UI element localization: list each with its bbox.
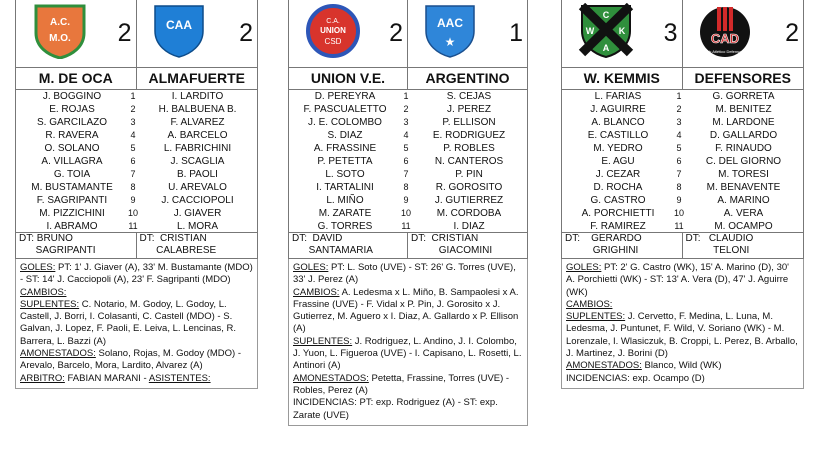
match-card-kemmis-defensores — [561, 0, 804, 389]
shirt-number: 7 — [130, 169, 136, 179]
lineups — [288, 90, 528, 233]
shirt-number: 10 — [401, 208, 411, 218]
player: B. PAOLI — [177, 169, 218, 180]
shirt-number: 3 — [130, 117, 136, 127]
substitutes-line: SUPLENTES: J. Cervetto, F. Medina, L. Luna, M. Ledesma, J. Puntunet, F. Wild, V. Soriano (WK) - M. Lorenzale, I. Wlasiczuk, B. Croppi, L. Perez, B. Arballo, J. Martinez, J. Borini (D) — [566, 311, 798, 360]
match-card-union-argentino — [288, 0, 528, 426]
player: L. FARIAS — [594, 91, 642, 102]
player: M. BENITEZ — [715, 104, 772, 115]
player: L. MORA — [176, 221, 219, 232]
crest-mdeoca-icon — [30, 3, 90, 59]
team-names — [288, 68, 528, 90]
player: M. BUSTAMANTE — [31, 182, 113, 193]
home-team-header — [562, 0, 683, 67]
shirt-number: 1 — [403, 91, 409, 101]
player: J. CEZAR — [595, 169, 641, 180]
shirt-number: 4 — [403, 130, 409, 140]
crest-union-icon — [303, 3, 363, 59]
svg-text:C.A.: C.A. — [326, 18, 340, 25]
player: G. CASTRO — [590, 195, 646, 206]
substitutes-line: SUPLENTES: J. Rodriguez, L. Andino, J. I. Colombo, J. Yuon, L. Figueroa (UVE) - I. Capisano, L. Rosetti, L. Antinori (A) — [293, 335, 522, 372]
player: M. ZARATE — [318, 208, 372, 219]
shirt-number: 9 — [676, 195, 682, 205]
player: J. PEREZ — [447, 104, 491, 115]
player: A. BLANCO — [591, 117, 645, 128]
match-header — [15, 0, 258, 68]
player: J. SCAGLIA — [170, 156, 225, 167]
away-coach: DT: CLAUDIO TELONI — [685, 233, 754, 256]
bookings-line: AMONESTADOS: Petetta, Frassine, Torres (UVE) - Robles, Perez (A) — [293, 372, 510, 396]
coaches — [288, 233, 528, 259]
svg-text:AAC: AAC — [437, 16, 463, 30]
shirt-number: 7 — [403, 169, 409, 179]
player: U. AREVALO — [168, 182, 227, 193]
shirt-number: 3 — [403, 117, 409, 127]
shirt-number: 9 — [403, 195, 409, 205]
player: J. GIAVER — [173, 208, 222, 219]
player: F. RAMIREZ — [590, 221, 646, 232]
svg-text:CAD: CAD — [710, 31, 739, 46]
home-lineup — [16, 90, 128, 232]
crest-almafuerte-icon — [149, 3, 209, 59]
player: J. CACCIOPOLI — [161, 195, 234, 206]
match-card-mdeoca-almafuerte — [15, 0, 258, 389]
home-lineup — [289, 90, 401, 232]
match-header — [288, 0, 528, 68]
coaches — [561, 233, 804, 259]
match-notes — [288, 259, 528, 426]
shirt-number: 8 — [130, 182, 136, 192]
home-team-header — [16, 0, 137, 67]
player: R. GOROSITO — [435, 182, 503, 193]
changes-line: CAMBIOS: — [566, 298, 613, 310]
lineups — [561, 90, 804, 233]
goals-line: GOLES: PT: L. Soto (UVE) - ST: 26' G. Torres (UVE), 33' J. Perez (A) — [293, 262, 516, 286]
svg-text:CAA: CAA — [165, 18, 192, 32]
home-team-header — [289, 0, 408, 67]
shirt-number: 5 — [403, 143, 409, 153]
svg-text:Club Atlético Defensores: Club Atlético Defensores — [702, 49, 747, 54]
player: J. AGUIRRE — [590, 104, 646, 115]
away-lineup — [138, 90, 257, 232]
shirt-number: 9 — [130, 195, 136, 205]
player: D. GALLARDO — [709, 130, 778, 141]
shirt-number: 2 — [130, 104, 136, 114]
shirt-number: 8 — [676, 182, 682, 192]
home-score: 2 — [117, 19, 132, 47]
shirt-number: 3 — [676, 117, 682, 127]
shirt-number: 4 — [676, 130, 682, 140]
player: E. ROJAS — [49, 104, 95, 115]
away-coach: DT: CRISTIAN GIACOMINI — [411, 233, 493, 256]
shirt-number: 8 — [403, 182, 409, 192]
home-team-name: W. KEMMIS — [562, 68, 683, 89]
goals-line: GOLES: PT: 1' J. Giaver (A), 33' M. Bustamante (MDO) - ST: 14' J. Cacciopoli (A), 23' F. Sagripanti (MDO) — [20, 262, 253, 286]
player: M. LARDONE — [712, 117, 775, 128]
match-notes — [15, 259, 258, 389]
shirt-number: 6 — [676, 156, 682, 166]
svg-text:A: A — [602, 43, 610, 53]
player: R. RAVERA — [45, 130, 99, 141]
bookings-line: AMONESTADOS: Blanco, Wild (WK) — [566, 360, 722, 372]
player: I. LARDITO — [171, 91, 224, 102]
player: F. PASCUALETTO — [303, 104, 387, 115]
home-score: 2 — [389, 19, 403, 47]
player: P. PETETTA — [317, 156, 373, 167]
shirt-number: 1 — [676, 91, 682, 101]
player: D. PEREYRA — [314, 91, 376, 102]
match-header — [561, 0, 804, 68]
player: G. TORRES — [317, 221, 373, 232]
goals-line: GOLES: PT: 2' G. Castro (WK), 15' A. Marino (D), 30' A. Porchietti (WK) - ST: 13' A. Vera (D), 47' J. Aguirre (WK) — [566, 262, 789, 298]
incidents-line: INCIDENCIAS: PT: exp. Rodriguez (A) - ST: exp. Zarate (UVE) — [293, 397, 498, 421]
player: A. MARINO — [717, 195, 770, 206]
away-team-name: ARGENTINO — [425, 70, 510, 86]
player: D. ROCHA — [593, 182, 643, 193]
away-score: 1 — [509, 19, 523, 47]
lineups — [15, 90, 258, 233]
player: G. TOIA — [53, 169, 91, 180]
player: A. VERA — [723, 208, 764, 219]
shirt-numbers — [674, 90, 684, 232]
player: M. CORDOBA — [436, 208, 502, 219]
home-coach: DT: GERARDO GRIGHINI — [562, 233, 683, 258]
svg-text:K: K — [618, 26, 626, 36]
player: P. ROBLES — [443, 143, 495, 154]
player: S. CEJAS — [446, 91, 492, 102]
away-team-header — [137, 0, 258, 67]
shirt-number: 7 — [676, 169, 682, 179]
player: H. BALBUENA B. — [158, 104, 237, 115]
shirt-numbers — [128, 90, 138, 232]
away-team-name: ALMAFUERTE — [148, 70, 245, 86]
crest-argentino-icon — [420, 3, 480, 59]
player: E. RODRIGUEZ — [432, 130, 506, 141]
svg-text:C: C — [602, 10, 610, 20]
svg-text:CSD: CSD — [324, 37, 342, 46]
changes-line: CAMBIOS: — [20, 286, 67, 298]
svg-text:W: W — [585, 26, 595, 36]
bookings-line: AMONESTADOS: Solano, Rojas, M. Godoy (MDO) - Arevalo, Barcelo, Mora, Lardito, Alvarez (A) — [20, 348, 242, 372]
player: M. PIZZICHINI — [39, 208, 105, 219]
player: E. AGU — [601, 156, 635, 167]
away-lineup — [684, 90, 803, 232]
team-names — [561, 68, 804, 90]
svg-text:A.C.: A.C. — [50, 17, 70, 28]
away-score: 2 — [239, 19, 253, 47]
svg-text:M.O.: M.O. — [49, 33, 71, 44]
coaches — [15, 233, 258, 259]
shirt-number: 11 — [674, 221, 684, 231]
player: J. GUTIERREZ — [434, 195, 504, 206]
home-score: 3 — [663, 19, 678, 47]
shirt-number: 2 — [676, 104, 682, 114]
shirt-number: 11 — [128, 221, 138, 231]
team-names — [15, 68, 258, 90]
shirt-number: 5 — [676, 143, 682, 153]
player: M. TORESI — [718, 169, 769, 180]
player: E. CASTILLO — [587, 130, 649, 141]
player: J. E. COLOMBO — [308, 117, 382, 128]
away-score: 2 — [785, 19, 799, 47]
home-coach: DT: BRUNO SAGRIPANTI — [16, 233, 137, 258]
player: O. SOLANO — [44, 143, 100, 154]
home-lineup — [562, 90, 674, 232]
player: A. PORCHIETTI — [581, 208, 655, 219]
player: A. BARCELO — [167, 130, 228, 141]
player: A. FRASSINE — [313, 143, 377, 154]
shirt-number: 6 — [130, 156, 136, 166]
referee-line: ARBITRO: FABIAN MARANI - ASISTENTES: — [20, 372, 211, 384]
incidents-line: INCIDENCIAS: exp. Ocampo (D) — [566, 372, 705, 384]
away-lineup — [411, 90, 527, 232]
crest-kemmis-icon — [576, 3, 636, 59]
player: P. PIN — [455, 169, 483, 180]
player: F. ALVAREZ — [170, 117, 225, 128]
shirt-number: 10 — [674, 208, 684, 218]
svg-text:UNION: UNION — [320, 26, 346, 35]
shirt-numbers — [401, 90, 411, 232]
player: A. VILLAGRA — [41, 156, 103, 167]
away-coach: DT: CRISTIAN CALABRESE — [139, 233, 217, 256]
match-notes — [561, 259, 804, 389]
home-team-name: M. DE OCA — [16, 68, 137, 89]
player: F. RINAUDO — [715, 143, 772, 154]
player: F. SAGRIPANTI — [36, 195, 108, 206]
away-team-header — [408, 0, 527, 67]
shirt-number: 10 — [128, 208, 138, 218]
player: L. FABRICHINI — [163, 143, 232, 154]
home-coach: DT: DAVID SANTAMARIA — [289, 233, 408, 258]
player: I. ABRAMO — [46, 221, 98, 232]
shirt-number: 4 — [130, 130, 136, 140]
player: L. MIÑO — [326, 195, 364, 206]
player: S. GARCILAZO — [36, 117, 107, 128]
player: P. ELLISON — [442, 117, 496, 128]
player: M. YEDRO — [593, 143, 643, 154]
player: G. GORRETA — [712, 91, 775, 102]
changes-line: CAMBIOS: A. Ledesma x L. Miño, B. Sampaolesi x A. Frassine (UVE) - F. Vidal x P. Pin, J. Gorosito x J. Gutierrez, M. Aguero x I. Diaz, A. Gallardo x P. Ellison (A) — [293, 286, 519, 335]
player: M. BENAVENTE — [706, 182, 781, 193]
player: N. CANTEROS — [434, 156, 504, 167]
home-team-name: UNION V.E. — [289, 68, 408, 89]
crest-defensores-icon — [695, 3, 755, 59]
svg-text:★: ★ — [444, 35, 456, 49]
shirt-number: 2 — [403, 104, 409, 114]
shirt-number: 6 — [403, 156, 409, 166]
substitutes-line: SUPLENTES: C. Notario, M. Godoy, L. Godoy, L. Castell, J. Borri, I. Colasanti, C. Castell (MDO) - S. Galvan, J. Lopez, F. Paoli, E. Leiva, L. Lencinas, R. Barrera, L. Bazzi (A) — [20, 298, 236, 347]
shirt-number: 11 — [401, 221, 411, 231]
player: I. TARTALINI — [316, 182, 374, 193]
shirt-number: 5 — [130, 143, 136, 153]
away-team-header — [683, 0, 804, 67]
player: L. SOTO — [325, 169, 365, 180]
shirt-number: 1 — [130, 91, 136, 101]
player: S. DIAZ — [327, 130, 363, 141]
away-team-name: DEFENSORES — [694, 70, 791, 86]
player: I. DIAZ — [453, 221, 485, 232]
player: C. DEL GIORNO — [705, 156, 782, 167]
player: M. OCAMPO — [714, 221, 773, 232]
player: J. BOGGINO — [42, 91, 102, 102]
